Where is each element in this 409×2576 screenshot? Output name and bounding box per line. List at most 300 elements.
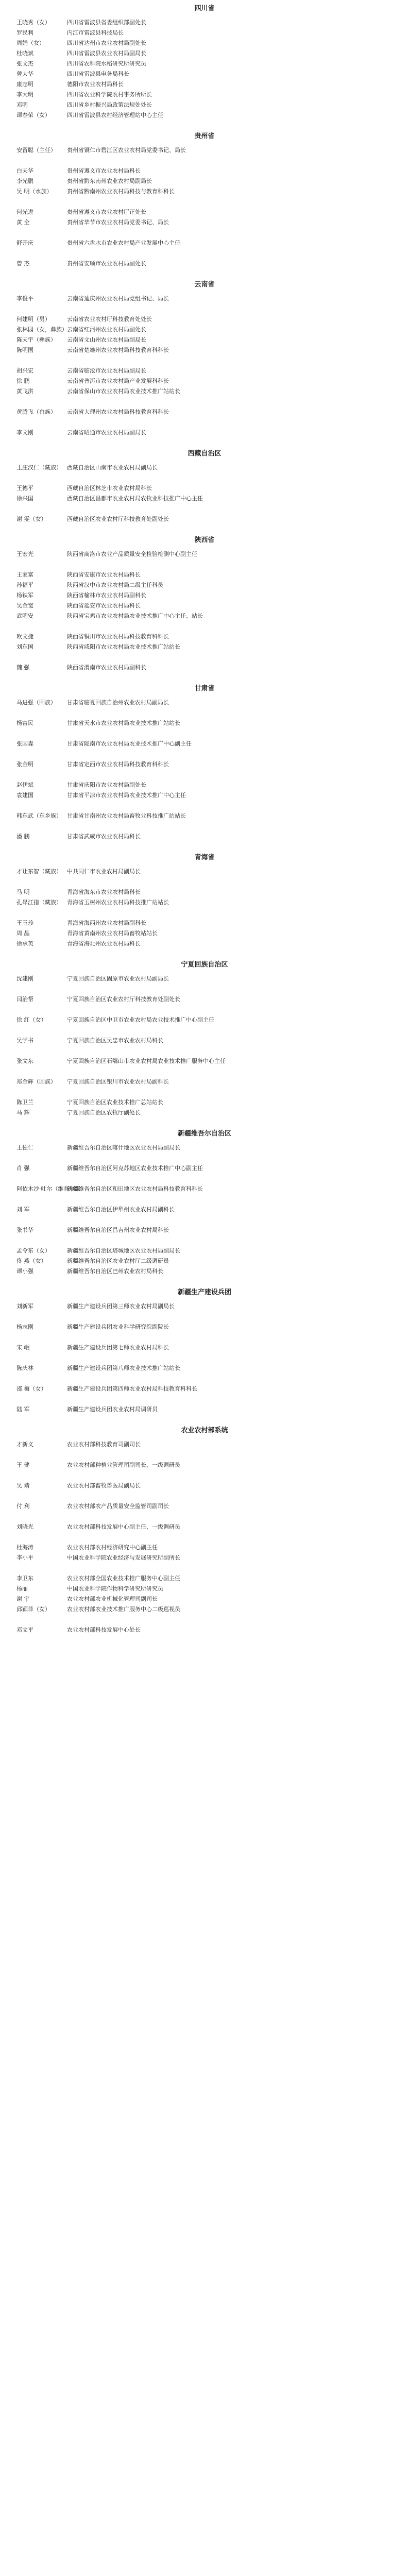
roster-row [0,1363,409,1384]
person-name: 孟令东（女） [16,1247,50,1254]
roster-row [0,187,409,207]
person-name: 杜晓斌 [16,50,33,57]
person-name: 杨志刚 [16,1324,33,1330]
person-position: 云南省迪庆州农业农村局党组书记、局长 [67,295,169,302]
person-name: 何建明（男） [16,316,50,323]
person-position: 四川省雷波县农村经济管理站中心主任 [67,112,163,118]
roster-row [0,1481,409,1501]
roster-row [0,38,409,48]
roster-row [0,590,409,601]
person-name: 佟 燕（女） [16,1258,47,1264]
roster-row [0,1036,409,1056]
person-name: 吴金宽 [16,602,33,609]
person-name: 吴 靖 [16,1482,30,1489]
section-title: 宁夏回族自治区 [181,961,228,969]
section-title: 四川省 [194,5,215,12]
person-name: 孔昂江措（藏族） [16,899,62,906]
person-position: 四川省达州市农业农村局副处长 [67,40,146,46]
person-name: 沈建刚 [16,975,33,982]
person-name: 潘 鹏 [16,833,30,840]
person-position: 新疆生产建设兵团第八师农业技术推广站站长 [67,1365,180,1371]
person-name: 孙福平 [16,582,33,588]
person-position: 贵州省黔南州农业农村局科技与教育科科长 [67,188,175,195]
person-position: 四川省雷波县电务局科长 [67,71,129,77]
person-position: 四川省农科院水稻研究所研究员 [67,60,146,67]
roster-row [0,1553,409,1573]
person-name: 李小平 [16,1554,33,1561]
roster-row [0,1163,409,1184]
person-name: 谢 雯（女） [16,516,47,522]
roster-row [0,1404,409,1415]
roster-row [0,918,409,928]
person-name: 曾大华 [16,71,33,77]
person-position: 宁夏回族自治区农牧厅副处长 [67,1109,141,1116]
section-title: 陕西省 [194,536,215,544]
person-position: 青海省海北州农业农村局科长 [67,940,141,947]
person-position: 农业农村部科技发展中心副主任、一级调研员 [67,1523,180,1530]
person-name: 邓文平 [16,1626,33,1633]
person-name: 谭小强 [16,1268,33,1275]
person-position: 新疆维吾尔自治区农业农村厅二级调研员 [67,1258,169,1264]
roster-row [0,611,409,632]
roster-row [0,1384,409,1404]
roster-row [0,1097,409,1108]
section-title: 青海省 [194,854,215,861]
person-position: 陕西省商洛市农业产品质量安全检验检测中心副主任 [67,551,197,557]
person-name: 黄飞洪 [16,388,33,395]
roster-row [0,867,409,887]
roster-row [0,1143,409,1163]
roster-section [0,128,409,276]
roster-row [0,28,409,38]
roster-row [0,100,409,110]
person-position: 甘肃省天水市农业农村局农业技术推广站站长 [67,720,180,726]
person-name: 马进强（回族） [16,699,56,706]
section-spacer [0,1277,409,1284]
person-position: 新疆维吾尔自治区昌吉州农业农村局科长 [67,1227,169,1233]
section-spacer [0,949,409,956]
section-spacer [0,269,409,276]
person-position: 农业农村部畜牧兽医局副局长 [67,1482,141,1489]
person-name: 徐 鹏 [16,378,30,384]
person-name: 曾 杰 [16,260,30,267]
roster-row [0,1246,409,1256]
roster-row [0,428,409,438]
roster-row [0,259,409,269]
section-spacer [0,524,409,532]
person-name: 刘新军 [16,1303,33,1310]
person-name: 康志明 [16,81,33,88]
roster-row [0,1343,409,1363]
roster-row [0,325,409,335]
roster-row [0,1108,409,1118]
person-name: 王庄汉仁（藏族） [16,464,62,471]
person-name: 张林园（女，彝族） [16,326,67,333]
person-position: 西藏自治区昌都市农业农村局农牧业科技推广中心主任 [67,495,203,502]
roster-row [0,1460,409,1481]
roster-row [0,739,409,759]
person-position: 农业农村部科技发展中心处长 [67,1626,141,1633]
person-position: 农业农村部全国农业技术推广服务中心副主任 [67,1575,180,1582]
person-name: 徐 红（女） [16,1016,47,1023]
roster-row [0,601,409,611]
person-position: 贵州省黔东南州农业农村局副局长 [67,178,152,184]
person-position: 甘肃省平凉市农业农村局农业技术推广中心主任 [67,792,186,799]
person-position: 西藏自治区山南市农业农村局副局长 [67,464,158,471]
person-position: 四川省雷波县农业农村局副局长 [67,50,146,57]
person-name: 马 明 [16,889,30,895]
person-position: 甘肃省庆阳市农业农村局副处长 [67,782,146,788]
roster-row [0,1594,409,1604]
person-position: 农业农村部农产品质量安全监管司副司长 [67,1503,169,1510]
person-name: 陈庆林 [16,1365,33,1371]
roster-row [0,1225,409,1246]
section-spacer [0,1118,409,1125]
roster-row [0,59,409,69]
person-name: 肖 强 [16,1165,30,1172]
person-name: 袁建国 [16,792,33,799]
person-name: 李俊平 [16,295,33,302]
roster-row [0,1625,409,1635]
roster-row [0,549,409,570]
roster-row [0,994,409,1015]
roster-row [0,1439,409,1460]
roster-row [0,1584,409,1594]
roster-row [0,790,409,811]
roster-row [0,887,409,897]
person-name: 邱颖菲（女） [16,1606,50,1613]
person-name: 武明安 [16,613,33,619]
person-position: 陕西省延安市农业农村局科长 [67,602,141,609]
person-name: 欧文捷 [16,633,33,640]
section-title: 云南省 [194,281,215,289]
person-position: 宁夏回族自治区银川市农业农村局副科长 [67,1078,169,1085]
section-spacer [0,673,409,680]
person-name: 张文杰 [16,60,33,67]
section-title: 贵州省 [194,132,215,140]
person-name: 陈卫兰 [16,1099,33,1106]
roster-row [0,1256,409,1266]
person-name: 王晓秀（女） [16,19,50,26]
roster-row [0,698,409,718]
roster-section [0,445,409,532]
roster-row [0,759,409,780]
person-name: 闫治帮 [16,996,33,1003]
person-name: 周娟（女） [16,40,45,46]
person-position: 陕西省铜川市农业农村局科技教育科科长 [67,633,169,640]
person-position: 新疆维吾尔自治区塔城地区农业农村局副局长 [67,1247,180,1254]
person-name: 赵伊斌 [16,782,33,788]
roster-row [0,376,409,386]
person-name: 魏 强 [16,664,30,671]
person-position: 中国农业科学院农业经济与发展研究所副所长 [67,1554,180,1561]
person-position: 四川省乡村振兴局政策法规处处长 [67,101,152,108]
person-position: 新疆生产建设兵团第七师农业农村局科长 [67,1344,169,1351]
person-position: 宁夏回族自治区吴忠市农业农村局科长 [67,1037,163,1044]
person-position: 农业农村部种植业管理司副司长、一级调研员 [67,1462,180,1468]
person-name: 刘 军 [16,1206,30,1213]
person-position: 贵州省毕节市农业农村局党委书记、局长 [67,219,169,226]
roster-row [0,48,409,59]
roster-section [0,1125,409,1284]
person-position: 甘肃省定西市农业农村局科技教育科科长 [67,761,169,768]
section-title: 农业农村部系统 [181,1427,228,1434]
person-position: 贵州省安顺市农业农村局副处长 [67,260,146,267]
roster-section [0,276,409,445]
person-name: 张文东 [16,1058,33,1064]
person-position: 陕西省咸阳市农业农村局农业技术推广站站长 [67,643,180,650]
person-name: 刘东国 [16,643,33,650]
roster-row [0,1301,409,1322]
section-title: 甘肃省 [194,685,215,692]
person-name: 王德平 [16,485,33,492]
roster-section [0,1284,409,1422]
roster-row [0,663,409,673]
roster-row [0,811,409,832]
person-position: 甘肃省陇南市农业农村局农业技术推广中心副主任 [67,740,192,747]
person-name: 安留聪（主任） [16,147,56,154]
person-position: 宁夏回族自治区中卫市农业农村局农业技术推广中心副主任 [67,1016,214,1023]
person-position: 云南省楚雄州农业农村局科技教育科科长 [67,347,169,353]
person-position: 贵州省遵义市农业农村厅正处长 [67,209,146,215]
person-position: 新疆维吾尔自治区阿克苏地区农业技术推广中心副主任 [67,1165,203,1172]
person-position: 云南省普洱市农业农村局产业发展科科长 [67,378,169,384]
person-position: 农业农村部农业技术推广服务中心二级巡视员 [67,1606,180,1613]
section-spacer [0,1415,409,1422]
roster-row [0,1604,409,1625]
roster-row [0,780,409,790]
roster-row [0,407,409,428]
roster-row [0,294,409,314]
section-spacer [0,438,409,445]
person-position: 宁夏回族自治区石嘴山市农业农村局农业技术推广服务中心主任 [67,1058,226,1064]
person-name: 胡兴宏 [16,367,33,374]
person-name: 才新义 [16,1441,33,1448]
person-name: 邵 梅（女） [16,1385,47,1392]
roster-section [0,680,409,849]
person-position: 陕西省榆林市农业农村局副科长 [67,592,146,599]
person-name: 徐兴国 [16,495,33,502]
roster-row [0,386,409,407]
person-position: 青海省黄南州农业农村局畜牧站站长 [67,930,158,937]
person-position: 西藏自治区林芝市农业农村局科长 [67,485,152,492]
roster-row [0,483,409,494]
person-name: 张国森 [16,740,33,747]
person-position: 陕西省宝鸡市农业农村局农业技术推广中心主任、站长 [67,613,203,619]
roster-row [0,335,409,345]
person-name: 宋 岷 [16,1344,30,1351]
person-position: 新疆生产建设兵团农业科学研究院副院长 [67,1324,169,1330]
roster-row [0,718,409,739]
roster-row [0,580,409,590]
roster-row [0,514,409,524]
roster-row [0,832,409,842]
person-name: 杨铁军 [16,592,33,599]
roster-row [0,1015,409,1036]
person-name: 李文刚 [16,429,33,436]
roster-row [0,145,409,166]
person-name: 韩东武（东乡族） [16,812,62,819]
person-name: 李光鹏 [16,178,33,184]
person-position: 云南省大理州农业农村局科技教育科科长 [67,409,169,415]
roster-section [0,956,409,1125]
person-position: 甘肃省临夏回族自治州农业农村局副局长 [67,699,169,706]
roster-row [0,570,409,580]
person-name: 杨富民 [16,720,33,726]
roster-row [0,366,409,376]
person-position: 陕西省汉中市农业农村局二级主任科员 [67,582,163,588]
person-position: 贵州省六盘水市农业农村局产业发展中心主任 [67,240,180,246]
person-position: 云南省农业农村厅科技教育处处长 [67,316,152,323]
roster-row [0,217,409,238]
person-position: 陕西省渭南市农业农村局副科长 [67,664,146,671]
person-name: 黄腾飞（白族） [16,409,56,415]
section-title: 西藏自治区 [188,450,221,457]
person-position: 陕西省安康市农业农村局科长 [67,571,141,578]
person-name: 吴学书 [16,1037,33,1044]
person-name: 王 健 [16,1462,30,1468]
person-name: 谭春荣（女） [16,112,50,118]
person-position: 宁夏回族自治区固原市农业农村局副局长 [67,975,169,982]
roster-row [0,1501,409,1522]
section-spacer [0,121,409,128]
roster-section [0,1422,409,1642]
person-name: 黄 全 [16,219,30,226]
person-name: 罗民利 [16,29,33,36]
roster-row [0,463,409,483]
roster-row [0,90,409,100]
person-position: 甘肃省甘南州农业农村局畜牧业科技推广站站长 [67,812,186,819]
person-name: 才让东智（藏族） [16,868,62,875]
person-position: 青海省海西州农业农村局副科长 [67,920,146,926]
person-position: 中国农业科学院作物科学研究所研究员 [67,1585,163,1592]
person-position: 新疆维吾尔自治区伊犁州农业农村局副科长 [67,1206,175,1213]
roster-row [0,642,409,663]
person-position: 云南省红河州农业农村局副处长 [67,326,146,333]
person-name: 谢 宇 [16,1596,30,1602]
person-position: 宁夏回族自治区农业农村厅科技教育处副处长 [67,996,180,1003]
person-position: 云南省保山市农业农村局农业技术推广站站长 [67,388,180,395]
roster-row [0,345,409,366]
roster-row [0,928,409,939]
person-position: 内江市雷波县科技局长 [67,29,124,36]
roster-row [0,110,409,121]
section-title: 新疆生产建设兵团 [177,1289,231,1296]
roster-row [0,79,409,90]
person-position: 甘肃省武威市农业农村局科长 [67,833,141,840]
roster-row [0,1056,409,1077]
roster-row [0,1077,409,1097]
roster-row [0,176,409,187]
person-position: 新疆维吾尔自治区巴州农业农村局科长 [67,1268,163,1275]
person-name: 张金明 [16,761,33,768]
roster-row [0,1266,409,1277]
roster-section [0,849,409,956]
person-name: 舒开庆 [16,240,33,246]
person-position: 贵州省遵义市农业农村局科长 [67,167,141,174]
person-name: 陆 军 [16,1406,30,1413]
roster-row [0,632,409,642]
person-position: 农业农村部科技教育司副司长 [67,1441,141,1448]
roster-row [0,1205,409,1225]
roster-row [0,939,409,949]
person-name: 杨丽 [16,1585,28,1592]
person-name: 付 利 [16,1503,30,1510]
person-position: 云南省临沧市农业农村局副局长 [67,367,146,374]
person-position: 青海省玉树州农业农村局科技推广站站长 [67,899,169,906]
roster-row [0,1522,409,1543]
roster-row [0,314,409,325]
person-position: 新疆生产建设兵团第四师农业农村局科技教育科科长 [67,1385,197,1392]
roster-row [0,207,409,217]
roster-row [0,1322,409,1343]
person-position: 宁夏回族自治区农业技术推广总站站长 [67,1099,163,1106]
person-name: 王宏光 [16,551,33,557]
person-position: 农业农村部农业机械化管理司副司长 [67,1596,158,1602]
person-name: 邓明 [16,101,28,108]
person-position: 新疆维吾尔自治区喀什地区农业农村局副局长 [67,1144,180,1151]
person-name: 陈明国 [16,347,33,353]
person-name: 王玉珍 [16,920,33,926]
person-name: 吴 明（水族） [16,188,53,195]
person-name: 李大明 [16,91,33,98]
person-position: 西藏自治区农业农村厅科技教育处副处长 [67,516,169,522]
person-position: 中共同仁市农业农村局副局长 [67,868,141,875]
roster-row [0,166,409,176]
person-position: 农业农村部农村经济研究中心副主任 [67,1544,158,1551]
person-name: 马 辉 [16,1109,30,1116]
person-position: 四川省雷波县省委组织部副处长 [67,19,146,26]
section-spacer [0,842,409,849]
section-title: 新疆维吾尔自治区 [177,1130,231,1138]
person-name: 阿依木沙·吐尔（维吾尔族） [16,1185,87,1192]
person-name: 王家富 [16,571,33,578]
person-name: 刘晓光 [16,1523,33,1530]
person-name: 徐承英 [16,940,33,947]
roster-row [0,18,409,28]
roster-row [0,1184,409,1205]
roster-section [0,0,409,128]
person-position: 新疆生产建设兵团第三师农业农村局副局长 [67,1303,175,1310]
person-name: 王佐仁 [16,1144,33,1151]
person-name: 李卫东 [16,1575,33,1582]
person-position: 云南省昭通市农业农村局副局长 [67,429,146,436]
person-name: 周 晶 [16,930,30,937]
section-spacer [0,1635,409,1642]
person-name: 白天华 [16,167,33,174]
person-position: 青海省海东市农业农村局科长 [67,889,141,895]
person-name: 郑金辉（回族） [16,1078,56,1085]
person-position: 新疆生产建设兵团农业农村局调研员 [67,1406,158,1413]
person-position: 新疆维吾尔自治区和田地区农业农村局科技教育科科长 [67,1185,203,1192]
roster-row [0,494,409,514]
person-position: 四川省农业科学院农村事务所所长 [67,91,152,98]
roster-row [0,897,409,918]
person-name: 张书华 [16,1227,33,1233]
person-position: 云南省文山州农业农村局副局长 [67,336,146,343]
person-name: 杜海涛 [16,1544,33,1551]
roster-row [0,69,409,79]
person-name: 何光进 [16,209,33,215]
roster-section [0,532,409,680]
roster-row [0,1573,409,1584]
person-name: 陈天宇（彝族） [16,336,56,343]
roster-row [0,238,409,259]
roster-row [0,1543,409,1553]
person-position: 德阳市农业农村局科长 [67,81,124,88]
person-position: 贵州省铜仁市碧江区农业农村局党委书记、局长 [67,147,186,154]
roster-row [0,974,409,994]
